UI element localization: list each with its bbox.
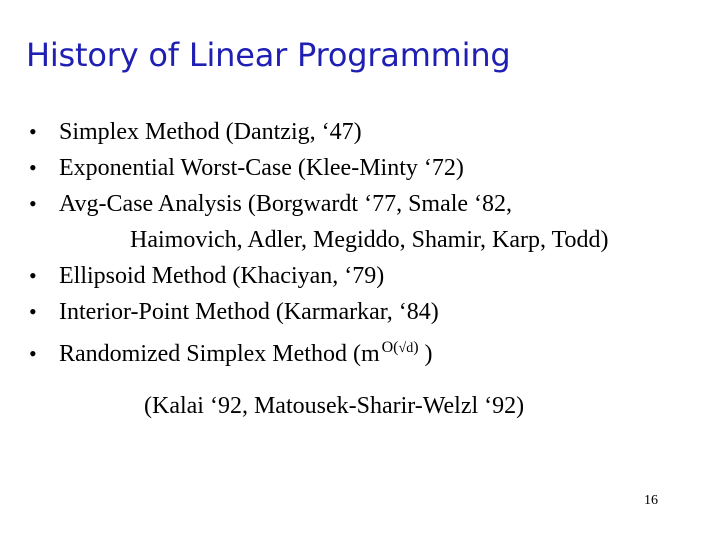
superscript-close: ) (413, 339, 419, 356)
bullet-dot: • (29, 299, 37, 324)
complexity-superscript (382, 339, 419, 356)
bullet-dot: • (29, 191, 37, 216)
bullet-text-before: Randomized Simplex Method (m (59, 341, 380, 367)
bullet-dot: • (29, 263, 37, 288)
bullet-dot: • (29, 119, 37, 144)
bullet-continuation: Haimovich, Adler, Megiddo, Shamir, Karp, Todd) (130, 227, 609, 253)
bullet-text-after: ) (418, 341, 433, 367)
bullet-dot: • (29, 341, 37, 366)
sqrt-d: √d (398, 341, 414, 356)
bullet-text: Simplex Method (Dantzig, ‘47) (59, 119, 362, 145)
bullet-text: Exponential Worst-Case (Klee-Minty ‘72) (59, 155, 464, 181)
page-number: 16 (644, 493, 658, 508)
slide-title: History of Linear Programming (26, 36, 511, 74)
bullet-text: Ellipsoid Method (Khaciyan, ‘79) (59, 263, 385, 289)
bullet-dot: • (29, 155, 37, 180)
bullet-text (59, 340, 433, 372)
bullet-text: Interior-Point Method (Karmarkar, ‘84) (59, 299, 439, 325)
bullet-continuation: (Kalai ‘92, Matousek-Sharir-Welzl ‘92) (144, 393, 525, 419)
superscript-open: O( (381, 339, 399, 356)
bullet-text: Avg-Case Analysis (Borgwardt ‘77, Smale ‘82, (59, 191, 513, 217)
